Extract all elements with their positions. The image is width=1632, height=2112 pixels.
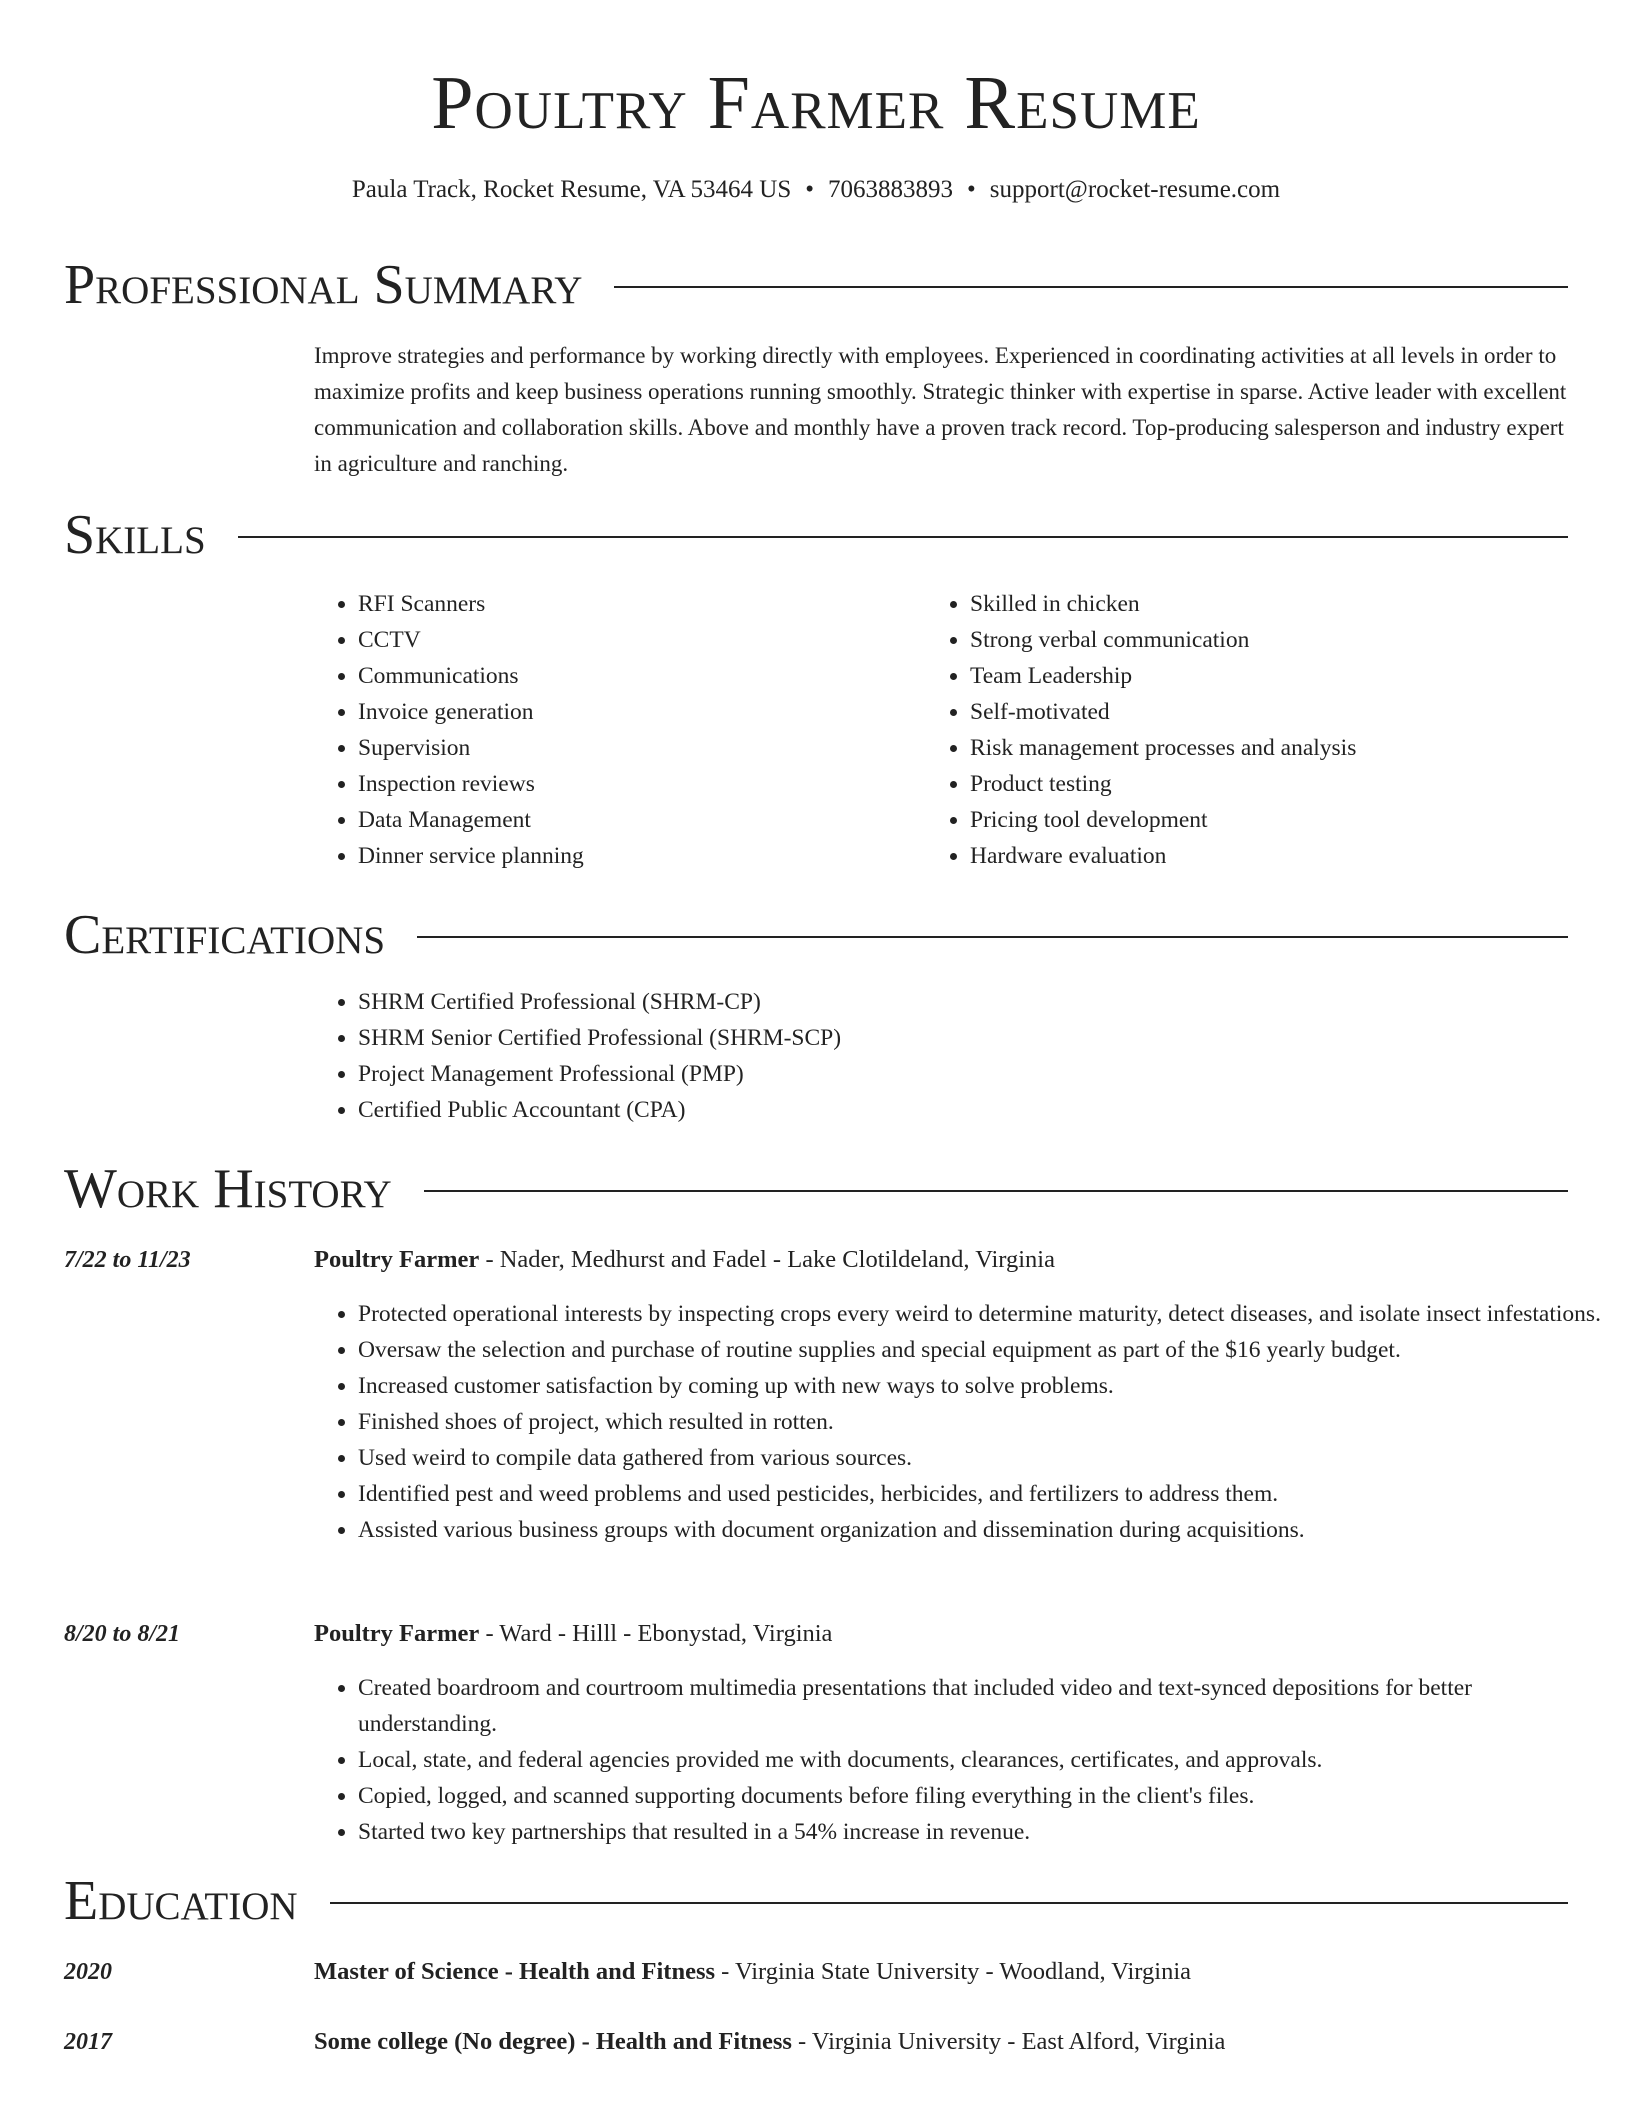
section-divider: [330, 1902, 1568, 1904]
education-line: [314, 2024, 1225, 2060]
certification-item: • SHRM Certified Professional (SHRM-CP): [358, 984, 1612, 1020]
section-divider: [238, 536, 1568, 538]
job-dates: 8/20 to 8/21: [64, 1621, 181, 1647]
education-degree: Master of Science - Health and Fitness: [314, 1958, 716, 1985]
certification-item: • SHRM Senior Certified Professional (SHRM-SCP): [358, 1020, 1612, 1056]
skills-list-left: [314, 586, 918, 874]
education-degree: Some college (No degree) - Health and Fitness: [314, 2028, 792, 2055]
summary-text: Improve strategies and performance by working directly with employees. Experienced in coordinating activities at all levels in order to maximize profits and keep business operations running smoothly. Strategic thinker with expertise in sparse. Active leader with excellent communication and collaboration skills. Above and monthly have a proven track record. Top-producing salesperson and industry expert in agriculture and ranching.: [314, 343, 1567, 476]
skill-item: • Self-motivated: [970, 694, 1610, 730]
work-history-heading-text: Work History: [64, 1158, 392, 1220]
skill-item: • Invoice generation: [358, 694, 918, 730]
summary-heading: [64, 252, 1568, 318]
skill-item: • RFI Scanners: [358, 586, 918, 622]
job-title-line: [314, 1616, 832, 1652]
skill-item: • Skilled in chicken: [970, 586, 1610, 622]
separator-dot: •: [805, 176, 815, 203]
job-bullets: [314, 1296, 1612, 1548]
job-bullet: • Assisted various business groups with document organization and dissemination during acquisitions.: [358, 1512, 1612, 1548]
work-history-heading: [64, 1156, 1568, 1222]
job-dates: 7/22 to 11/23: [64, 1247, 191, 1273]
separator-dot: •: [967, 176, 976, 203]
education-heading: [64, 1868, 1568, 1934]
skill-item: • Supervision: [358, 730, 918, 766]
education-school: - Virginia University - East Alford, Virginia: [791, 2028, 1226, 2055]
skill-item: • Risk management processes and analysis: [970, 730, 1610, 766]
skill-item: • Product testing: [970, 766, 1610, 802]
skill-item: • Hardware evaluation: [970, 838, 1610, 874]
contact-address: Paula Track, Rocket Resume, VA 53464 US: [351, 176, 792, 203]
job-title: Poultry Farmer: [314, 1620, 480, 1647]
education-line: [314, 1954, 1191, 1990]
job-employer: - Ward - Hilll - Ebonystad, Virginia: [479, 1620, 833, 1647]
skill-item: • Communications: [358, 658, 918, 694]
skills-heading: [64, 502, 1568, 568]
skill-item: • Pricing tool development: [970, 802, 1610, 838]
job-bullet: • Protected operational interests by inspecting crops every weird to determine maturity, detect diseases, and isolate insect infestations.: [358, 1296, 1612, 1332]
section-divider: [417, 936, 1568, 938]
certification-item: • Project Management Professional (PMP): [358, 1056, 1612, 1092]
job-employer: - Nader, Medhurst and Fadel - Lake Clotildeland, Virginia: [479, 1246, 1055, 1273]
skill-item: • Inspection reviews: [358, 766, 918, 802]
job-title-line: [314, 1242, 1055, 1278]
job-bullet: • Used weird to compile data gathered from various sources.: [358, 1440, 1612, 1476]
education-year: 2017: [64, 2029, 112, 2055]
skills-list-right: [926, 586, 1610, 874]
contact-line: [0, 172, 1632, 208]
job-bullets: [314, 1670, 1612, 1850]
certifications-heading-text: Certifications: [64, 904, 386, 966]
job-bullet: • Copied, logged, and scanned supporting documents before filing everything in the client's files.: [358, 1778, 1612, 1814]
job-bullet: • Oversaw the selection and purchase of routine supplies and special equipment as part of the $16 yearly budget.: [358, 1332, 1612, 1368]
job-bullet: • Local, state, and federal agencies provided me with documents, clearances, certificates, and approvals.: [358, 1742, 1612, 1778]
skill-item: • Strong verbal communication: [970, 622, 1610, 658]
contact-email: support@rocket-resume.com: [989, 176, 1281, 203]
job-bullet: • Created boardroom and courtroom multimedia presentations that included video and text-synced depositions for better understanding.: [358, 1670, 1612, 1742]
certification-item: • Certified Public Accountant (CPA): [358, 1092, 1612, 1128]
skills-heading-text: Skills: [64, 504, 206, 566]
job-bullet: • Increased customer satisfaction by coming up with new ways to solve problems.: [358, 1368, 1612, 1404]
certifications-heading: [64, 902, 1568, 968]
skill-item: • Dinner service planning: [358, 838, 918, 874]
skill-item: • Data Management: [358, 802, 918, 838]
education-heading-text: Education: [64, 1870, 298, 1932]
skill-item: • CCTV: [358, 622, 918, 658]
job-bullet: • Finished shoes of project, which resulted in rotten.: [358, 1404, 1612, 1440]
certifications-list: [314, 984, 1612, 1128]
contact-phone: 7063883893: [828, 176, 954, 203]
section-divider: [424, 1190, 1568, 1192]
job-bullet: • Identified pest and weed problems and used pesticides, herbicides, and fertilizers to address them.: [358, 1476, 1612, 1512]
resume-title: Poultry Farmer Resume: [431, 61, 1201, 145]
job-bullet: • Started two key partnerships that resulted in a 54% increase in revenue.: [358, 1814, 1612, 1850]
education-school: - Virginia State University - Woodland, Virginia: [715, 1958, 1191, 1985]
summary-heading-text: Professional Summary: [64, 254, 583, 316]
education-year: 2020: [64, 1959, 112, 1985]
job-title: Poultry Farmer: [314, 1246, 480, 1273]
section-divider: [614, 286, 1568, 288]
skill-item: • Team Leadership: [970, 658, 1610, 694]
